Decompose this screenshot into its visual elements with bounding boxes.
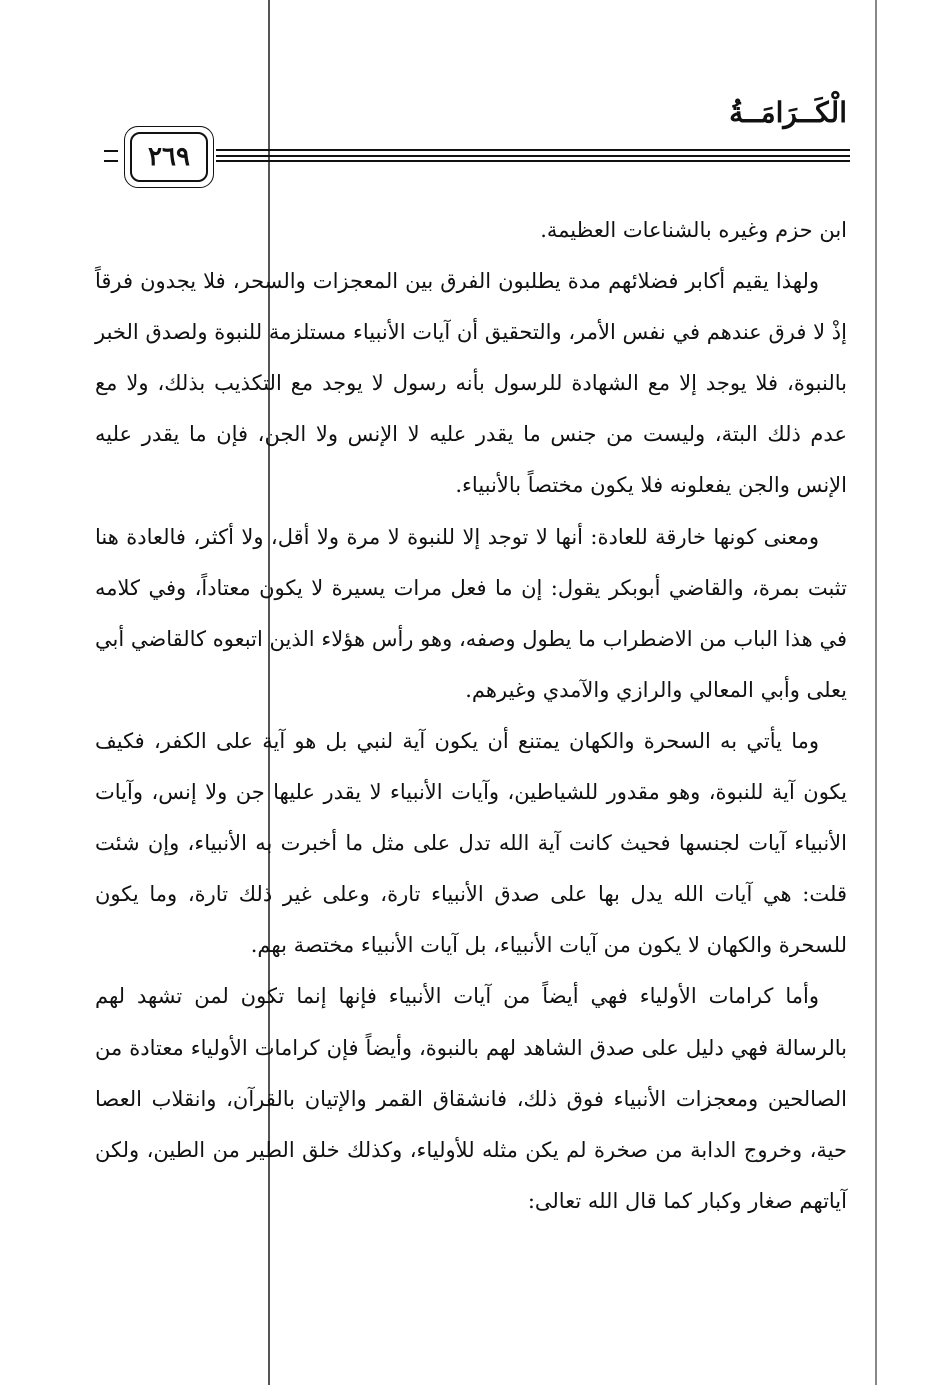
paragraph-continuation: ابن حزم وغيره بالشناعات العظيمة. bbox=[540, 218, 847, 242]
header-ornament-left bbox=[104, 150, 118, 162]
paragraph-saints-karamat: وأما كرامات الأولياء فهي أيضاً من آيات الأنبياء فإنها إنما تكون لمن تشهد لهم بالرسالة فهي دليل على صدق الشاهد لهم بالنبوة، وأيضاً فإن كرامات الأولياء معتادة من الصالحين ومعجزات الأنبياء فوق ذلك، فانشقاق القمر والإتيان بالقرآن، وانقلاب العصا حية، وخروج الدابة من صخرة لم يكن مثله للأولياء، وكذلك خلق الطير من الطين، ولكن آياتهم صغار وكبار كما قال الله تعالى: bbox=[95, 984, 847, 1213]
paragraph-extraordinary: ومعنى كونها خارقة للعادة: أنها لا توجد إلا للنبوة لا مرة ولا أقل، ولا أكثر، فالعادة هنا تثبت بمرة، والقاضي أبوبكر يقول: إن ما فعل مرات يسيرة لا يكون معتاداً، وفي كلامه في هذا الباب من الاضطراب ما يطول وصفه، وهو رأس هؤلاء الذين اتبعوه كالقاضي أبي يعلى وأبي المعالي والرازي والآمدي وغيرهم. bbox=[95, 524, 847, 702]
header-rule-top bbox=[216, 149, 850, 151]
scan-line-right bbox=[875, 0, 877, 1385]
paragraph-miracles-magic: ولهذا يقيم أكابر فضلائهم مدة يطلبون الفرق بين المعجزات والسحر، فلا يجدون فرقاً إذْ لا فرق عندهم في نفس الأمر، والتحقيق أن آيات الأنبياء مستلزمة للنبوة ولصدق الخبر بالنبوة، فلا يوجد إلا مع الشهادة للرسول بأنه رسول لا يوجد مع التكذيب بذلك، ولا مع عدم ذلك البتة، وليست من جنس ما يقدر عليه لا الإنس ولا الجن، فإن ما يقدر عليه الإنس والجن يفعلونه فلا يكون مختصاً بالأنبياء. bbox=[95, 269, 847, 498]
page-number: ٢٦٩ bbox=[130, 132, 208, 182]
header-rule-bottom bbox=[216, 160, 850, 162]
paragraph-sorcerers: وما يأتي به السحرة والكهان يمتنع أن يكون آية لنبي بل هو آية على الكفر، فكيف يكون آية للنبوة، وهو مقدور للشياطين، وآيات الأنبياء لا يقدر عليها جن ولا إنس، وآيات الأنبياء آيات لجنسها فحيث كانت آية الله تدل على مثل ما أخبرت به الأنبياء، وإن شئت قلت: هي آيات الله يدل بها على صدق الأنبياء تارة، وعلى غير ذلك تارة، وما يكون للسحرة والكهان لا يكون من آيات الأنبياء، بل آيات الأنبياء مختصة بهم. bbox=[95, 728, 847, 958]
chapter-title: الْكَــرَامَــةُ bbox=[729, 96, 847, 129]
page-body bbox=[95, 205, 847, 1365]
header-rule-middle bbox=[216, 155, 850, 157]
